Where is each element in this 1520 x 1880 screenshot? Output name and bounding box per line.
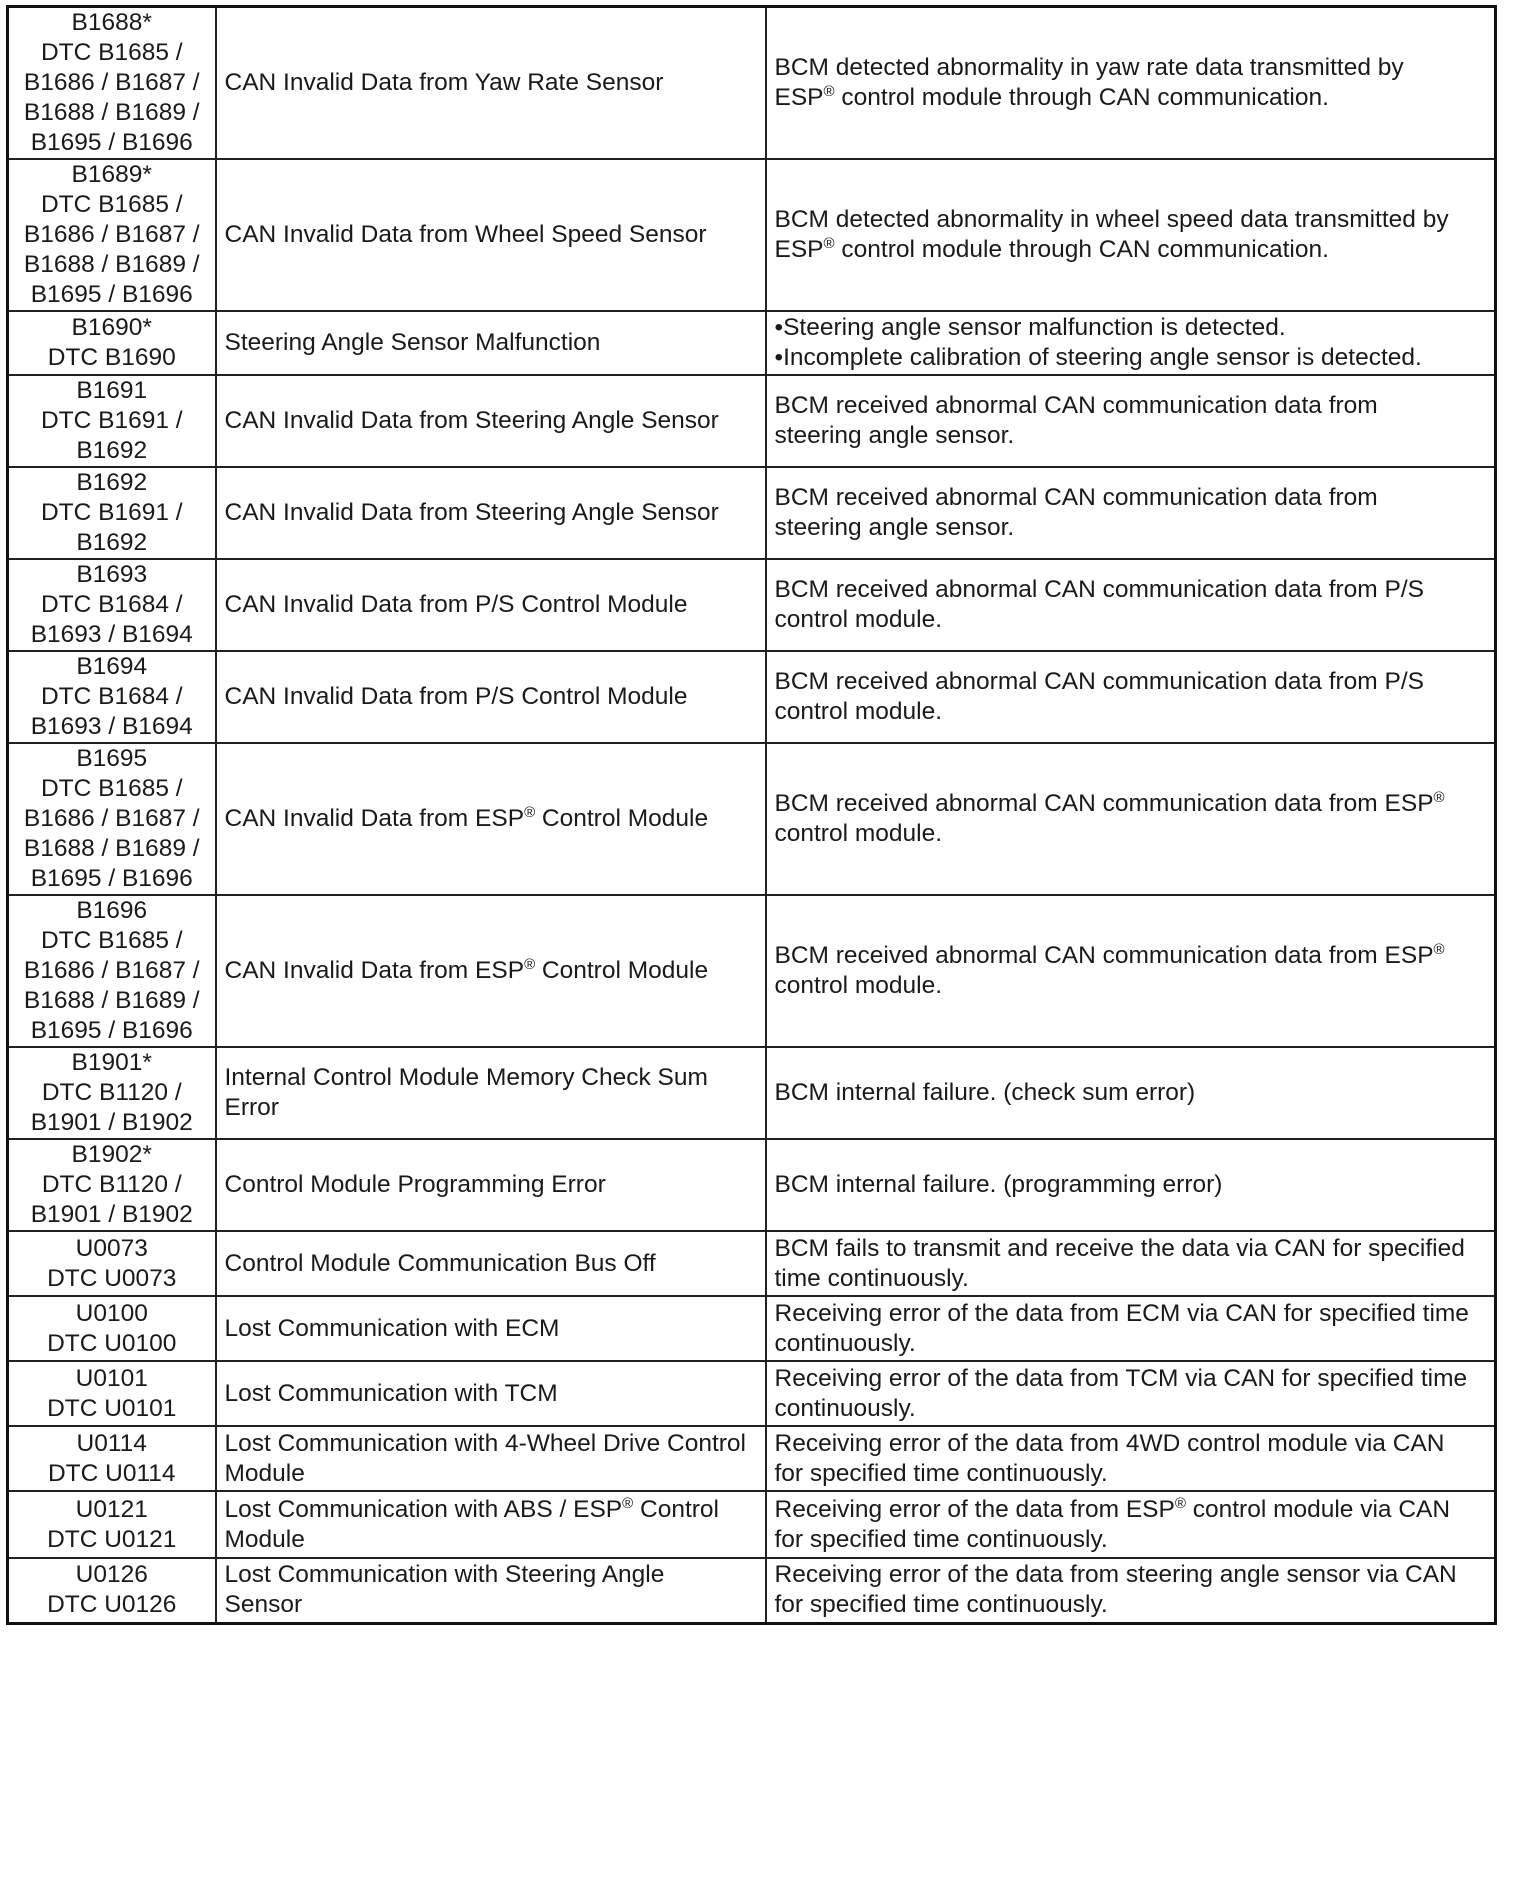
dtc-condition-cell <box>766 467 1496 559</box>
dtc-condition-line: BCM received abnormal CAN communication data from P/S <box>774 576 1425 603</box>
dtc-code-line: B1696 <box>76 897 148 924</box>
dtc-name-line: Lost Communication with Steering Angle <box>224 1561 665 1589</box>
dtc-name-line: CAN Invalid Data from Steering Angle Sensor <box>224 407 719 434</box>
table-row <box>8 1426 1496 1491</box>
dtc-code-cell <box>8 1231 216 1296</box>
dtc-condition-cell <box>766 1296 1496 1361</box>
dtc-condition-line: BCM internal failure. (check sum error) <box>774 1079 1196 1106</box>
dtc-code-cell <box>8 311 216 375</box>
dtc-name-cell <box>216 375 766 467</box>
dtc-name-line: Control Module Programming Error <box>224 1171 606 1198</box>
dtc-name-cell <box>216 1296 766 1361</box>
dtc-name-line: CAN Invalid Data from ESP® Control Module <box>224 956 709 984</box>
dtc-name-cell <box>216 1361 766 1426</box>
dtc-condition-cell <box>766 895 1496 1047</box>
dtc-name-cell <box>216 159 766 311</box>
dtc-condition-cell <box>766 1491 1496 1558</box>
dtc-name-cell <box>216 1426 766 1491</box>
dtc-code-line: B1686 / B1687 / <box>23 221 200 248</box>
table-row <box>8 467 1496 559</box>
dtc-name-cell <box>216 651 766 743</box>
dtc-condition-line: BCM detected abnormality in wheel speed data transmitted by <box>774 206 1449 233</box>
table-row <box>8 7 1496 160</box>
dtc-condition-line: ESP® control module through CAN communication. <box>774 83 1329 111</box>
dtc-name-line: CAN Invalid Data from ESP® Control Module <box>224 804 709 832</box>
dtc-name-cell <box>216 1491 766 1558</box>
dtc-code-line: B1688 / B1689 / <box>23 987 200 1014</box>
table-row <box>8 651 1496 743</box>
dtc-name-line: Lost Communication with TCM <box>224 1379 558 1407</box>
dtc-name-line: Lost Communication with ABS / ESP® Control <box>224 1494 719 1523</box>
dtc-name-line: CAN Invalid Data from Yaw Rate Sensor <box>224 69 664 96</box>
dtc-code-line: B1686 / B1687 / <box>23 805 200 832</box>
dtc-code-line: DTC B1691 / <box>40 499 183 526</box>
table-row <box>8 1361 1496 1426</box>
dtc-code-line: B1693 / B1694 <box>30 621 193 648</box>
dtc-code-line: DTC B1684 / <box>40 591 183 618</box>
dtc-name-cell <box>216 743 766 895</box>
dtc-condition-cell <box>766 1361 1496 1426</box>
dtc-name-line: Steering Angle Sensor Malfunction <box>224 329 601 356</box>
dtc-code-line: B1695 / B1696 <box>30 865 193 892</box>
dtc-code-cell <box>8 743 216 895</box>
dtc-code-cell <box>8 159 216 311</box>
dtc-condition-line: steering angle sensor. <box>774 422 1015 449</box>
dtc-code-cell <box>8 895 216 1047</box>
dtc-condition-line: Receiving error of the data from ECM via CAN for specified time <box>774 1299 1469 1327</box>
dtc-code-line: DTC B1685 / <box>40 191 183 218</box>
dtc-code-line: B1690* <box>71 314 152 341</box>
dtc-code-line: B1688 / B1689 / <box>23 251 200 278</box>
dtc-condition-line: continuously. <box>774 1394 916 1422</box>
dtc-condition-cell <box>766 311 1496 375</box>
dtc-condition-line: time continuously. <box>774 1264 969 1292</box>
dtc-condition-line: continuously. <box>774 1329 916 1357</box>
table-row <box>8 375 1496 467</box>
dtc-code-line: DTC U0121 <box>47 1525 177 1553</box>
dtc-condition-cell <box>766 159 1496 311</box>
dtc-code-cell <box>8 1491 216 1558</box>
dtc-code-cell <box>8 1139 216 1231</box>
dtc-condition-line: for specified time continuously. <box>774 1459 1108 1487</box>
dtc-code-line: B1693 <box>76 561 148 588</box>
dtc-name-cell <box>216 1558 766 1623</box>
dtc-condition-line: Receiving error of the data from steering angle sensor via CAN <box>774 1561 1457 1589</box>
dtc-condition-line: BCM received abnormal CAN communication data from P/S <box>774 668 1425 695</box>
dtc-condition-line: for specified time continuously. <box>774 1591 1108 1619</box>
dtc-code-cell <box>8 1361 216 1426</box>
dtc-condition-line: •Steering angle sensor malfunction is detected. <box>774 314 1286 341</box>
dtc-name-line: CAN Invalid Data from Wheel Speed Sensor <box>224 221 707 248</box>
dtc-code-line: B1686 / B1687 / <box>23 957 200 984</box>
dtc-condition-line: •Incomplete calibration of steering angle sensor is detected. <box>774 344 1422 371</box>
dtc-name-line: Lost Communication with 4-Wheel Drive Control <box>224 1429 746 1457</box>
dtc-code-line: B1688 / B1689 / <box>23 99 200 126</box>
dtc-code-cell <box>8 559 216 651</box>
dtc-condition-cell <box>766 743 1496 895</box>
dtc-code-line: U0101 <box>75 1364 148 1392</box>
dtc-code-line: B1689* <box>71 161 152 188</box>
dtc-code-line: B1695 <box>76 745 148 772</box>
dtc-code-line: U0100 <box>75 1299 148 1327</box>
dtc-condition-cell <box>766 1426 1496 1491</box>
dtc-code-line: B1688* <box>71 9 152 36</box>
dtc-code-line: B1686 / B1687 / <box>23 69 200 96</box>
dtc-name-cell <box>216 559 766 651</box>
table-row <box>8 1491 1496 1558</box>
dtc-name-cell <box>216 7 766 160</box>
dtc-code-line: U0114 <box>76 1429 147 1457</box>
dtc-name-line: Sensor <box>224 1591 303 1619</box>
dtc-condition-line: steering angle sensor. <box>774 514 1015 541</box>
dtc-code-line: DTC B1685 / <box>40 927 183 954</box>
dtc-code-line: B1691 <box>76 377 148 404</box>
table-row <box>8 1047 1496 1139</box>
dtc-condition-line: Receiving error of the data from TCM via CAN for specified time <box>774 1364 1468 1392</box>
dtc-code-line: DTC U0101 <box>47 1394 177 1422</box>
dtc-code-line: DTC U0100 <box>47 1329 177 1357</box>
dtc-condition-line: Receiving error of the data from 4WD control module via CAN <box>774 1429 1445 1457</box>
dtc-condition-line: Receiving error of the data from ESP® control module via CAN <box>774 1494 1451 1523</box>
dtc-condition-line: BCM detected abnormality in yaw rate data transmitted by <box>774 54 1404 81</box>
dtc-name-line: Lost Communication with ECM <box>224 1314 560 1342</box>
dtc-condition-cell <box>766 559 1496 651</box>
dtc-code-line: DTC B1685 / <box>40 775 183 802</box>
dtc-name-line: CAN Invalid Data from Steering Angle Sensor <box>224 499 719 526</box>
dtc-code-line: B1901* <box>71 1049 152 1076</box>
table-row <box>8 895 1496 1047</box>
dtc-code-cell <box>8 1047 216 1139</box>
table-row <box>8 1139 1496 1231</box>
dtc-condition-cell <box>766 7 1496 160</box>
table-row <box>8 311 1496 375</box>
dtc-condition-cell <box>766 1139 1496 1231</box>
dtc-code-line: B1693 / B1694 <box>30 713 193 740</box>
dtc-table <box>6 5 1497 1625</box>
dtc-condition-line: for specified time continuously. <box>774 1525 1108 1553</box>
table-row <box>8 743 1496 895</box>
dtc-name-line: Control Module Communication Bus Off <box>224 1249 656 1277</box>
dtc-condition-line: BCM fails to transmit and receive the data via CAN for specified <box>774 1234 1465 1262</box>
dtc-code-line: DTC U0126 <box>47 1591 177 1619</box>
dtc-condition-cell <box>766 375 1496 467</box>
dtc-code-cell <box>8 1296 216 1361</box>
dtc-code-line: DTC B1690 <box>47 344 176 371</box>
dtc-code-line: B1695 / B1696 <box>30 1017 193 1044</box>
dtc-code-line: DTC B1691 / <box>40 407 183 434</box>
dtc-name-cell <box>216 1139 766 1231</box>
dtc-name-line: Internal Control Module Memory Check Sum <box>224 1064 708 1091</box>
dtc-condition-line: control module. <box>774 820 943 847</box>
dtc-condition-line: control module. <box>774 606 943 633</box>
dtc-code-cell <box>8 375 216 467</box>
dtc-code-line: B1692 <box>76 529 148 556</box>
table-row <box>8 1231 1496 1296</box>
dtc-condition-line: BCM received abnormal CAN communication data from <box>774 392 1378 419</box>
dtc-condition-cell <box>766 1047 1496 1139</box>
dtc-code-cell <box>8 7 216 160</box>
dtc-name-line: Error <box>224 1094 279 1121</box>
dtc-condition-cell <box>766 1558 1496 1623</box>
table-row <box>8 1296 1496 1361</box>
dtc-name-cell <box>216 1047 766 1139</box>
dtc-code-cell <box>8 467 216 559</box>
dtc-condition-cell <box>766 1231 1496 1296</box>
dtc-code-line: B1901 / B1902 <box>30 1201 193 1228</box>
dtc-code-line: DTC B1120 / <box>41 1171 182 1198</box>
dtc-condition-line: BCM internal failure. (programming error) <box>774 1171 1223 1198</box>
dtc-code-cell <box>8 1426 216 1491</box>
dtc-name-cell <box>216 467 766 559</box>
dtc-condition-line: ESP® control module through CAN communication. <box>774 235 1329 263</box>
dtc-condition-line: BCM received abnormal CAN communication data from <box>774 484 1378 511</box>
dtc-code-line: B1695 / B1696 <box>30 129 193 156</box>
dtc-condition-cell <box>766 651 1496 743</box>
dtc-code-line: B1902* <box>71 1141 152 1168</box>
table-row <box>8 1558 1496 1623</box>
dtc-code-cell <box>8 1558 216 1623</box>
dtc-name-line: Module <box>224 1459 305 1487</box>
dtc-condition-line: BCM received abnormal CAN communication data from ESP® <box>774 789 1445 817</box>
dtc-name-line: CAN Invalid Data from P/S Control Module <box>224 591 688 618</box>
dtc-name-line: Module <box>224 1525 305 1553</box>
table-row <box>8 559 1496 651</box>
dtc-code-line: DTC U0114 <box>47 1459 176 1487</box>
dtc-code-cell <box>8 651 216 743</box>
dtc-code-line: B1692 <box>76 437 148 464</box>
dtc-code-line: DTC U0073 <box>47 1264 177 1292</box>
dtc-code-line: B1694 <box>76 653 148 680</box>
dtc-code-line: B1695 / B1696 <box>30 281 193 308</box>
dtc-code-line: B1692 <box>76 469 148 496</box>
dtc-name-cell <box>216 311 766 375</box>
dtc-code-line: DTC B1685 / <box>40 39 183 66</box>
dtc-name-cell <box>216 895 766 1047</box>
dtc-code-line: B1901 / B1902 <box>30 1109 193 1136</box>
dtc-condition-line: control module. <box>774 972 943 999</box>
dtc-code-line: U0126 <box>75 1561 148 1589</box>
table-row <box>8 159 1496 311</box>
dtc-code-line: DTC B1684 / <box>40 683 183 710</box>
dtc-code-line: U0073 <box>75 1234 148 1262</box>
dtc-table-body <box>8 7 1496 1624</box>
dtc-name-line: CAN Invalid Data from P/S Control Module <box>224 683 688 710</box>
dtc-code-line: U0121 <box>75 1495 148 1523</box>
dtc-name-cell <box>216 1231 766 1296</box>
dtc-code-line: B1688 / B1689 / <box>23 835 200 862</box>
dtc-code-line: DTC B1120 / <box>41 1079 182 1106</box>
dtc-condition-line: BCM received abnormal CAN communication data from ESP® <box>774 941 1445 969</box>
dtc-condition-line: control module. <box>774 698 943 725</box>
